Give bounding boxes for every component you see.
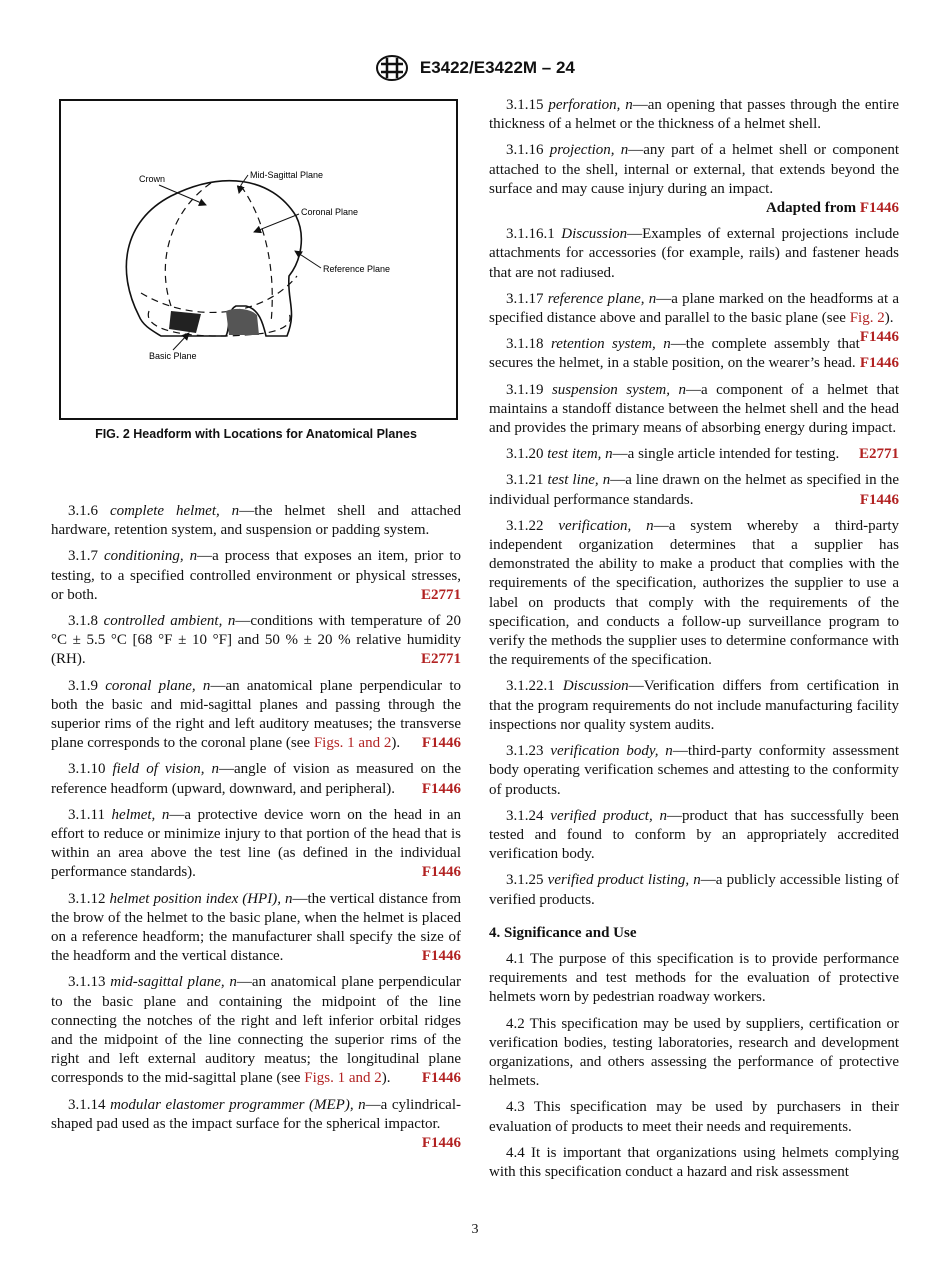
document-designation: E3422/E3422M – 24 [419, 58, 575, 77]
figure-headform [59, 99, 458, 420]
label-crown: Crown [139, 174, 166, 184]
section-heading-4: 4. Significance and Use [489, 924, 637, 941]
ref-f1446[interactable]: F1446 [859, 329, 899, 346]
paragraph-4-4: 4.4 It is important that organizations using helmets complying with this specification conduct a hazard and risk assessment [489, 1144, 899, 1180]
definition-3-1-18: 3.1.18 retention system, n—the complete assembly that secures the helmet, in a stable position, on the wearer’s head. F1446 [489, 335, 899, 373]
basic-plane-line [148, 311, 290, 336]
definition-3-1-6: 3.1.6 complete helmet, n—the helmet shell and attached hardware, retention system, and suspension or padding system. [51, 503, 462, 539]
definition-3-1-21: 3.1.21 test line, n—a line drawn on the helmet as specified in the individual performance standards. F1446 [489, 471, 899, 509]
definition-3-1-16: 3.1.16 projection, n—any part of a helmet shell or component attached to the shell, internal or external, that extends beyond the surface and may cause injury during an impact. [489, 142, 899, 197]
definition-3-1-22-1: 3.1.22.1 Discussion—Verification differs from certification in that the program requirements do not include manufacturing facility inspections nor quality system audits. [489, 678, 900, 733]
figs-link[interactable]: Figs. 1 and 2 [304, 1070, 382, 1087]
label-reference: Reference Plane [323, 264, 391, 274]
definition-3-1-25: 3.1.25 verified product listing, n—a publicly accessible listing of verified products. [489, 872, 899, 908]
definition-3-1-24: 3.1.24 verified product, n—product that has successfully been tested and found to conform by an appropriately accredited verification body. [489, 807, 900, 863]
paragraph-4-3: 4.3 This specification may be used by purchasers in their evaluation of products to meet their needs and requirements. [489, 1099, 899, 1135]
ref-f1446[interactable]: F1446 [421, 864, 461, 881]
definition-3-1-10: 3.1.10 field of vision, n—angle of vision as measured on the reference headform (upward, downward, and peripheral). F1446 [51, 760, 461, 798]
ref-e2771[interactable]: E2771 [420, 651, 461, 668]
page-header [0, 54, 950, 82]
definition-3-1-15: 3.1.15 perforation, n—an opening that passes through the entire thickness of a helmet or the thickness of a helmet shell. [489, 97, 900, 133]
paragraph-4-1: 4.1 The purpose of this specification is to provide performance requirements and test methods for the evaluation of protective helmets worn by pedestrian roadway workers. [489, 950, 899, 1006]
ref-f1446[interactable]: F1446 [421, 1135, 461, 1152]
ref-e2771[interactable]: E2771 [420, 586, 461, 603]
right-column [489, 96, 899, 1189]
headform-diagram [61, 101, 456, 418]
paragraph-4-2: 4.2 This specification may be used by suppliers, certification or verification bodies, testing laboratories, research and development organizations, and others assessing the performance of protective helmets. [489, 1015, 899, 1090]
definition-3-1-16-1: 3.1.16.1 Discussion—Examples of external projections include attachments for accessories (for example, rails) and fastener heads that are not radiused. [489, 226, 899, 281]
label-basic: Basic Plane [149, 351, 197, 361]
coronal-plane-line [241, 186, 272, 323]
reference-plane-line [141, 276, 297, 312]
fig-2-link[interactable]: Fig. 2 [849, 310, 885, 327]
label-mid-sagittal: Mid-Sagittal Plane [250, 170, 324, 180]
neck-right-shading [226, 309, 259, 335]
ref-e2771[interactable]: E2771 [858, 446, 899, 463]
label-coronal: Coronal Plane [301, 207, 359, 217]
ref-f1446[interactable]: F1446 [421, 780, 461, 797]
mid-sagittal-line [165, 183, 211, 306]
definition-3-1-17: 3.1.17 reference plane, n—a plane marked on the headforms at a specified distance above and parallel to the basic plane (see Fig. 2). F1446 [489, 290, 899, 328]
definition-3-1-20: 3.1.20 test item, n—a single article intended for testing. E2771 [489, 445, 899, 464]
figs-link[interactable]: Figs. 1 and 2 [313, 735, 392, 752]
definition-3-1-19: 3.1.19 suspension system, n—a component of a helmet that maintains a standoff distance between the helmet shell and the head and provides the primary means of absorbing energy during impact. [489, 381, 900, 437]
astm-logo-icon [375, 54, 409, 82]
definition-3-1-12: 3.1.12 helmet position index (HPI), n—the vertical distance from the brow of the helmet to the basic plane, when the helmet is placed on a reference headform; the manufacturer shall specify the size of the headform and the vertical distance. F1446 [51, 890, 461, 967]
ref-f1446[interactable]: F1446 [859, 491, 899, 508]
figure-caption: FIG. 2 Headform with Locations for Anatomical Planes [95, 427, 417, 441]
definition-3-1-22: 3.1.22 verification, n—a system whereby a third-party independent organization determines that a supplier has demonstrated the ability to make a product that complies with the requirements of the specification, authorizes the supplier to use a label on products that comply with the requirements of the specification, and conducts a follow-up surveillance program to verify the methods the supplier uses to determine conformance with the requirements of the specification. [489, 517, 900, 669]
ref-f1446[interactable]: F1446 [859, 355, 899, 372]
ref-f1446[interactable]: F1446 [859, 200, 899, 217]
definition-3-1-14: 3.1.14 modular elastomer programmer (MEP), n—a cylindrical-shaped pad used as the impact surface for the spherical impactor. F1446 [51, 1096, 461, 1134]
page-number: 3 [471, 1222, 479, 1237]
adapted-from-line: Adapted from F1446 [765, 200, 899, 217]
definition-3-1-11: 3.1.11 helmet, n—a protective device worn on the head in an effort to reduce or minimize injury to that portion of the head that is within an area above the test line (as defined in the individual performance standards). F1446 [51, 806, 461, 883]
definition-3-1-8: 3.1.8 controlled ambient, n—conditions with temperature of 20 °C ± 5.5 °C [68 °F ± 10 °F] and 50 % ± 20 % relative humidity (RH). E2771 [51, 612, 461, 670]
definition-3-1-23: 3.1.23 verification body, n—third-party conformity assessment body operating verification schemes and attesting to the conformity of products. [489, 743, 899, 798]
ref-f1446[interactable]: F1446 [421, 1070, 461, 1087]
left-column [51, 502, 461, 1153]
definition-3-1-9: 3.1.9 coronal plane, n—an anatomical plane perpendicular to both the basic and mid-sagittal planes and passing through the superior rims of the right and left auditory meatuses; the transverse plane corresponds to the coronal plane (see Figs. 1 and 2). F1446 [51, 677, 461, 754]
definition-3-1-13: 3.1.13 mid-sagittal plane, n—an anatomical plane perpendicular to the basic plane and containing the midpoint of the line connecting the notches of the right and left inferior orbital ridges and the midpoint of the line connecting the superior rims of the right and left external auditory meatus; the longitudinal plane corresponds to the mid-sagittal plane (see Figs. 1 and 2). F1446 [51, 973, 461, 1088]
neck-left-shading [169, 311, 201, 333]
ref-f1446[interactable]: F1446 [421, 735, 461, 752]
definition-3-1-7: 3.1.7 conditioning, n—a process that exposes an item, prior to testing, to a specified controlled environment or physical stresses, or both. E2771 [51, 547, 461, 605]
ref-f1446[interactable]: F1446 [421, 948, 461, 965]
